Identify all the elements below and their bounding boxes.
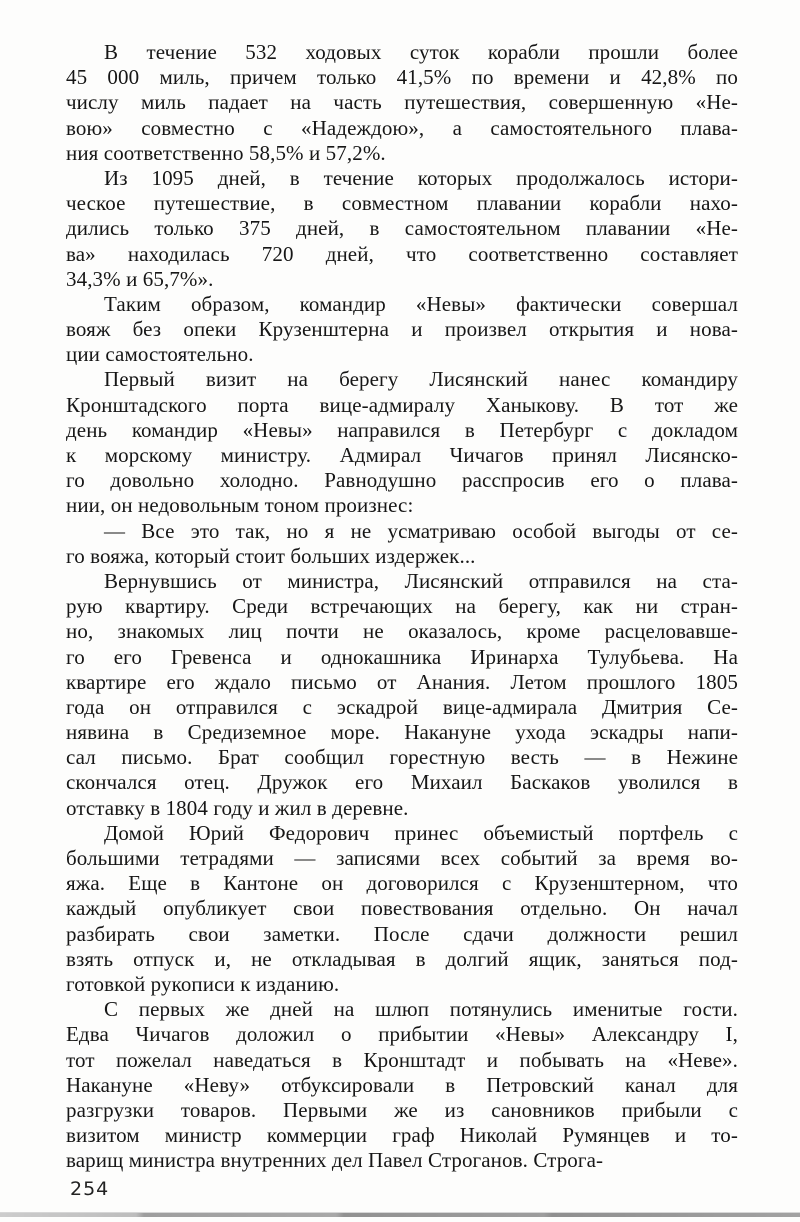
paragraph — [66, 519, 738, 569]
text-line: го довольно холодно. Равнодушно расспросив его о плава- — [66, 468, 738, 493]
text-line: день командир «Невы» направился в Петербург с докладом — [66, 417, 738, 442]
text-line: тот пожелал наведаться в Кронштадт и побывать на «Неве». — [66, 1047, 738, 1072]
text-line: Едва Чичагов доложил о прибытии «Невы» Александру I, — [66, 1022, 738, 1047]
paragraph — [66, 40, 738, 166]
text-line: яжа. Еще в Кантоне он договорился с Крузенштерном, что — [66, 871, 738, 896]
text-line: ции самостоятельно. — [66, 342, 254, 367]
text-line: большими тетрадями — записями всех событий за время во- — [66, 846, 738, 870]
text-line: числу миль падает на часть путешествия, совершенную «Не- — [66, 90, 738, 115]
text-line: квартире его ждало письмо от Анания. Летом прошлого 1805 — [66, 669, 738, 694]
text-line: Кронштадского порта вице-адмиралу Ханыкову. В тот же — [66, 392, 738, 417]
text-line: ва» находилась 720 дней, что соответственно составляет — [66, 241, 738, 266]
text-line: Вернувшись от министра, Лисянский отправился на ста- — [104, 568, 738, 593]
text-line: скончался отец. Дружок его Михаил Баскаков уволился в — [66, 770, 738, 795]
text-line: нявина в Средиземное море. Накануне ухода эскадры напи- — [66, 720, 738, 745]
text-line: Из 1095 дней, в течение которых продолжалось истори- — [104, 165, 738, 190]
text-line: вояж без опеки Крузенштерна и произвел открытия и нова- — [66, 317, 738, 342]
paragraph — [66, 292, 738, 368]
text-line: го его Гревенса и однокашника Иринарха Тулубьева. На — [66, 644, 738, 669]
text-line: нии, он недовольным тоном произнес: — [66, 493, 414, 518]
text-line: Таким образом, командир «Невы» фактически совершал — [104, 291, 738, 316]
text-line: к морскому министру. Адмирал Чичагов принял Лисянско- — [66, 443, 738, 467]
text-line: рую квартиру. Среди встречающих на берегу, как ни стран- — [66, 594, 738, 619]
text-line: С первых же дней на шлюп потянулись именитые гости. — [104, 997, 738, 1022]
paragraph — [66, 367, 738, 518]
text-line: взять отпуск и, не откладывая в долгий ящик, заняться под- — [66, 946, 738, 971]
text-line: сал письмо. Брат сообщил горестную весть — в Нежине — [66, 745, 738, 770]
text-line: разбирать свои заметки. После сдачи должности решил — [66, 921, 738, 946]
text-line: — Все это так, но я не усматриваю особой выгоды от се- — [104, 518, 738, 543]
text-line: разгрузки товаров. Первыми же из сановников прибыли с — [66, 1097, 738, 1122]
text-line: года он отправился с эскадрой вице-адмирала Дмитрия Се- — [66, 694, 738, 719]
text-line: ческое путешествие, в совместном плавании корабли нахо- — [66, 191, 738, 216]
paragraph — [66, 821, 738, 997]
text-line: 34,3% и 65,7%». — [66, 266, 214, 291]
text-block — [66, 40, 738, 1173]
page-number: 254 — [70, 1178, 110, 1200]
paragraph — [66, 997, 738, 1173]
text-line: Домой Юрий Федорович принес объемистый портфель с — [104, 820, 738, 845]
paragraph — [66, 569, 738, 821]
text-line: вою» совместно с «Надеждою», а самостоятельного плава- — [66, 115, 738, 140]
text-line: каждый опубликует свои повествования отдельно. Он начал — [66, 896, 738, 921]
scan-edge-artifact — [0, 1212, 800, 1217]
text-line: но, знакомых лиц почти не оказалось, кроме расцеловавше- — [66, 619, 738, 644]
text-line: варищ министра внутренних дел Павел Строганов. Строга- — [66, 1148, 604, 1173]
text-line: дились только 375 дней, в самостоятельном плавании «Не- — [66, 216, 738, 241]
text-line: Накануне «Неву» отбуксировали в Петровский канал для — [66, 1072, 738, 1097]
paragraph — [66, 166, 738, 292]
text-line: готовкой рукописи к изданию. — [66, 971, 340, 996]
text-line: отставку в 1804 году и жил в деревне. — [66, 795, 409, 820]
text-line: визитом министр коммерции граф Николай Румянцев и то- — [66, 1123, 738, 1148]
text-line: го вояжа, который стоит больших издержек... — [66, 543, 476, 568]
text-line: Первый визит на берегу Лисянский нанес командиру — [104, 367, 738, 392]
text-line: ния соответственно 58,5% и 57,2%. — [66, 140, 386, 165]
text-line: 45 000 миль, причем только 41,5% по времени и 42,8% по — [66, 65, 738, 90]
text-line: В течение 532 ходовых суток корабли прошли более — [104, 40, 738, 64]
